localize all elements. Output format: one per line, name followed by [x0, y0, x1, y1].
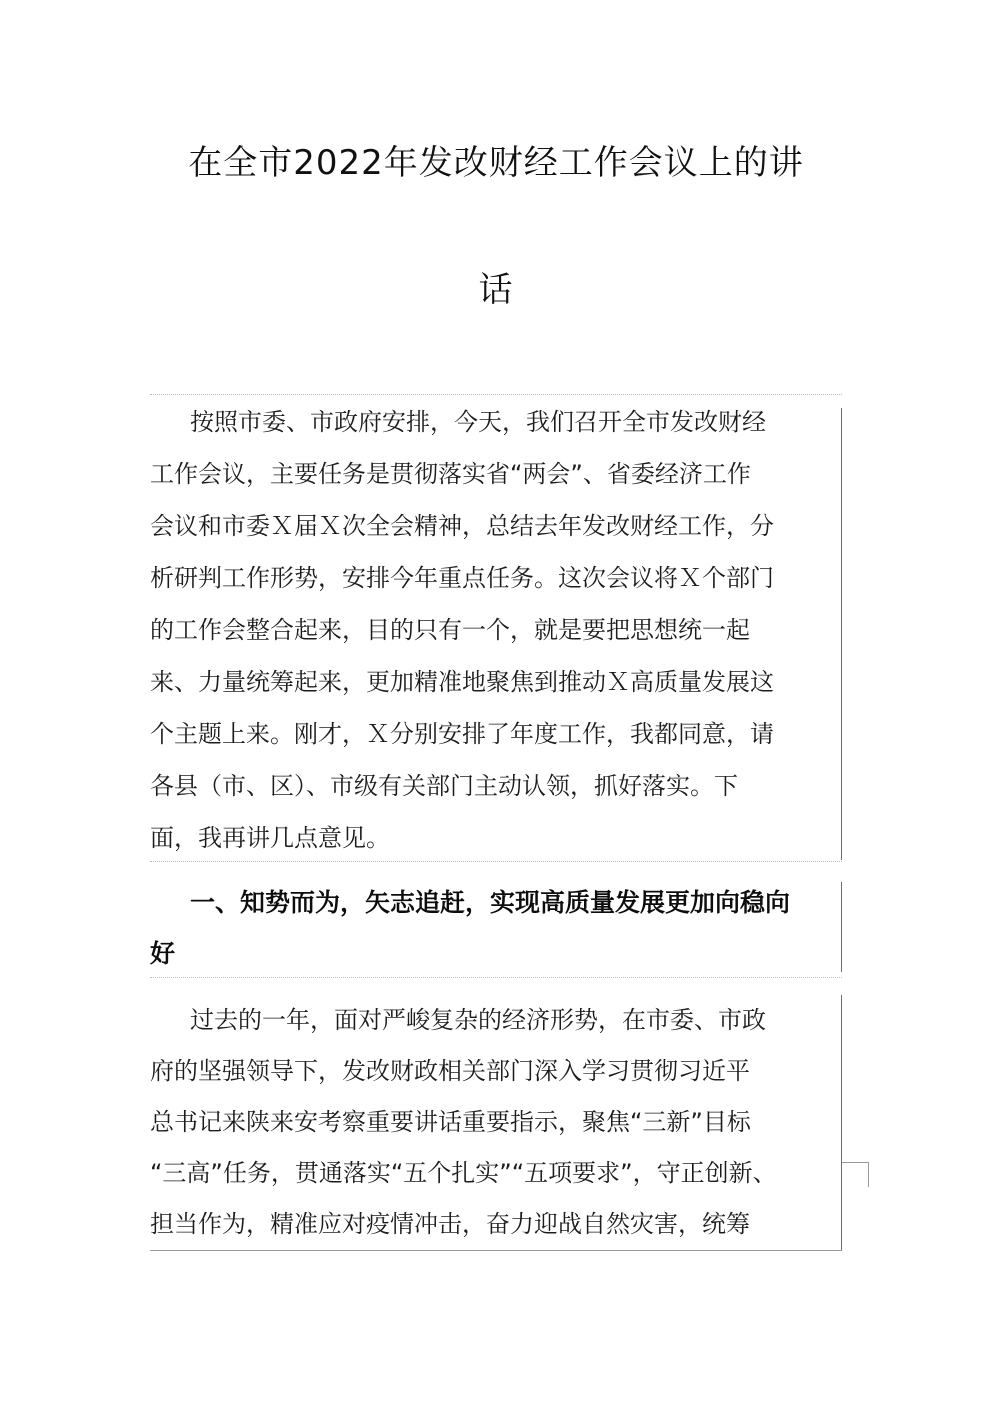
paragraph-line: 个主题上来。刚才，Ｘ分别安排了年度工作，我都同意，请	[150, 720, 774, 748]
paragraph-line: 各县（市、区）、市级有关部门主动认领，抓好落实。下	[150, 772, 738, 800]
margin-callout	[842, 1162, 869, 1187]
paragraph-line: 来、力量统筹起来，更加精准地聚焦到推动Ｘ高质量发展这	[150, 668, 774, 696]
section-heading-line: 好	[150, 939, 176, 968]
divider	[150, 1250, 842, 1251]
divider	[150, 861, 842, 862]
paragraph-line: 工作会议，主要任务是贯彻落实省“两会”、省委经济工作	[150, 460, 751, 488]
paragraph-line: 担当作为，精准应对疫情冲击，奋力迎战自然灾害，统筹	[150, 1210, 750, 1238]
paragraph-line: 会议和市委Ｘ届Ｘ次全会精神，总结去年发改财经工作，分	[150, 512, 774, 540]
divider	[150, 977, 842, 978]
paragraph-line: “三高”任务，贯通落实“五个扎实”“五项要求”，守正创新、	[150, 1159, 777, 1187]
title-line-1: 在全市2022年发改财经工作会议上的讲	[188, 143, 804, 183]
paragraph-line: 按照市委、市政府安排，今天，我们召开全市发改财经	[190, 408, 766, 436]
divider	[150, 394, 842, 395]
paragraph-line: 的工作会整合起来，目的只有一个，就是要把思想统一起	[150, 616, 750, 644]
paragraph-line: 过去的一年，面对严峻复杂的经济形势，在市委、市政	[190, 1006, 766, 1034]
paragraph-line: 总书记来陕来安考察重要讲话重要指示，聚焦“三新”目标	[150, 1108, 751, 1136]
section-heading-line: 一、知势而为，矢志追赶，实现高质量发展更加向稳向	[190, 888, 791, 917]
paragraph-line: 析研判工作形势，安排今年重点任务。这次会议将Ｘ个部门	[150, 564, 774, 592]
title-line-2: 话	[478, 270, 514, 310]
paragraph-line: 面，我再讲几点意见。	[150, 824, 390, 852]
paragraph-line: 府的坚强领导下，发改财政相关部门深入学习贯彻习近平	[150, 1057, 750, 1085]
